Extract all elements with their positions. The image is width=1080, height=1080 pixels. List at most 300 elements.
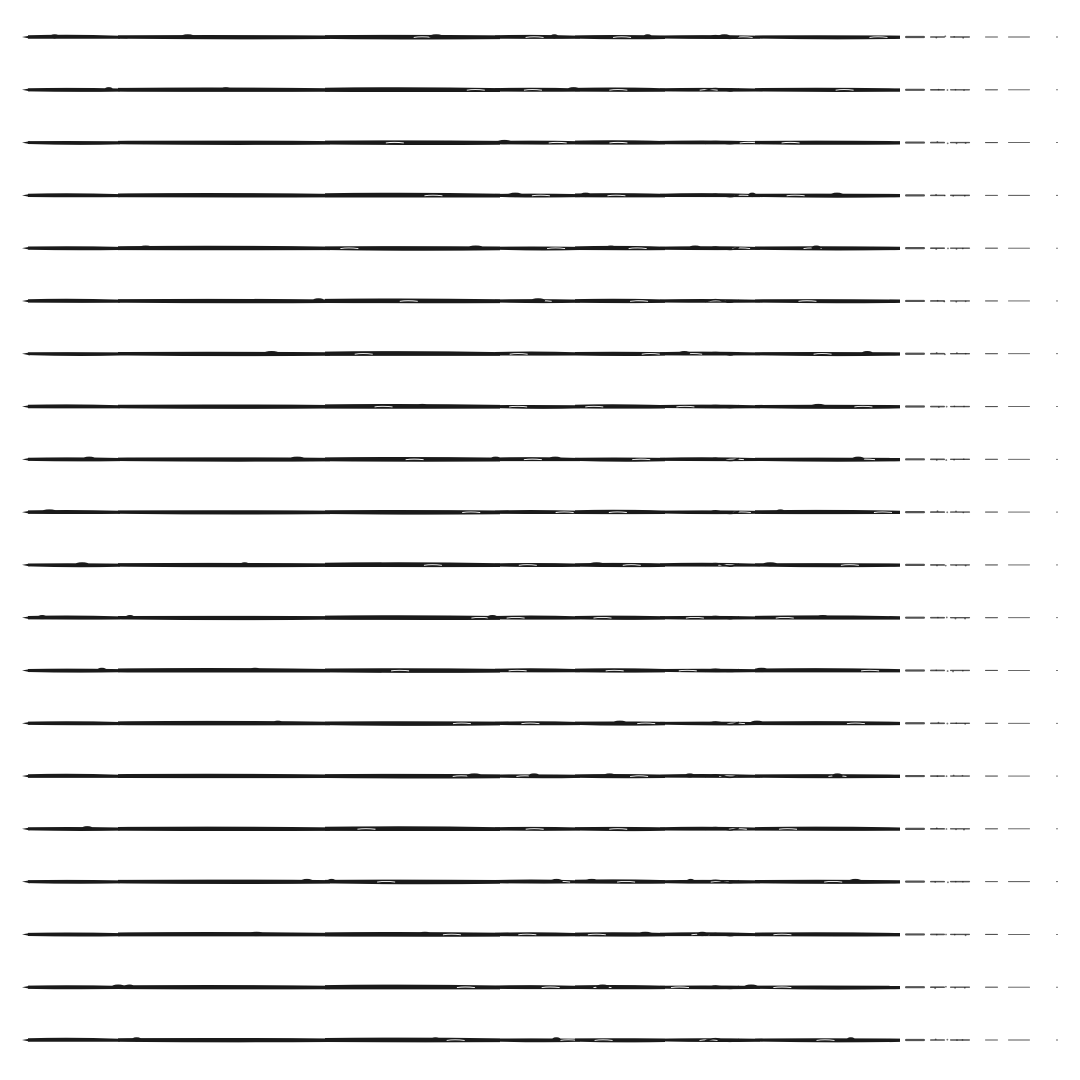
- stroke-speck: [956, 352, 958, 354]
- stroke-fragment: [905, 141, 925, 143]
- stroke-fragment: [930, 986, 945, 988]
- stroke-speck: [935, 194, 937, 196]
- stroke-segment: [28, 827, 120, 831]
- stroke-fragment: [985, 723, 998, 724]
- stroke-fragment: [1008, 512, 1030, 513]
- stroke-blob: [181, 34, 195, 38]
- stroke-fragment: [1008, 564, 1030, 565]
- stroke-fragment: [985, 195, 998, 196]
- stroke-fragment: [1056, 987, 1058, 988]
- stroke-speck: [936, 141, 938, 143]
- stroke-blob: [852, 457, 864, 461]
- stroke-segment: [325, 1038, 500, 1043]
- stroke-blob: [289, 457, 305, 461]
- stroke-blob: [126, 615, 135, 619]
- stroke-blob: [638, 932, 653, 936]
- stroke-segment: [755, 827, 900, 831]
- stroke-blob: [776, 509, 785, 513]
- stroke-fragment: [1056, 670, 1058, 671]
- stroke-fragment: [985, 300, 998, 301]
- stroke-fragment: [1008, 37, 1030, 38]
- stroke-speck: [946, 1039, 948, 1041]
- stroke-blob: [604, 773, 616, 777]
- stroke-segment: [575, 616, 665, 620]
- stroke-fragment: [985, 353, 998, 354]
- stroke-speck: [965, 142, 967, 144]
- stroke-segment: [575, 563, 665, 567]
- stroke-speck: [946, 511, 948, 513]
- stroke-speck: [946, 828, 948, 830]
- stroke-speck: [965, 934, 967, 936]
- brush-stroke-line: [22, 826, 1058, 831]
- stroke-speck: [963, 406, 965, 408]
- stroke-speck: [962, 37, 964, 39]
- stroke-segment: [495, 1038, 580, 1042]
- stroke-blob: [679, 351, 691, 355]
- stroke-speck: [944, 35, 946, 37]
- stroke-fragment: [950, 881, 970, 882]
- brush-stroke-line: [22, 773, 1058, 778]
- stroke-speck: [963, 458, 965, 460]
- brush-stroke-line: [22, 721, 1058, 726]
- stroke-fragment: [950, 142, 970, 143]
- stroke-blob: [812, 245, 822, 249]
- stroke-fragment: [985, 987, 998, 988]
- stroke-blob: [548, 457, 562, 461]
- stroke-speck: [945, 565, 947, 567]
- stroke-fragment: [1008, 406, 1030, 407]
- stroke-fragment: [950, 511, 970, 512]
- stroke-blob: [531, 298, 545, 302]
- stroke-fragment: [905, 881, 925, 883]
- stroke-fragment: [985, 89, 998, 90]
- stroke-blob: [846, 1037, 855, 1041]
- stroke-speck: [964, 195, 966, 197]
- stroke-speck: [937, 617, 939, 619]
- stroke-blob: [643, 34, 652, 38]
- stroke-blob: [580, 193, 592, 197]
- stroke-blob: [584, 879, 598, 883]
- stroke-segment: [28, 299, 120, 303]
- stroke-blob: [264, 351, 279, 355]
- stroke-fragment: [950, 300, 970, 301]
- stroke-segment: [28, 246, 120, 250]
- stroke-speck: [963, 829, 965, 831]
- stroke-fragment: [930, 406, 945, 408]
- stroke-blob: [50, 34, 60, 38]
- stroke-speck: [954, 934, 956, 936]
- stroke-segment: [118, 932, 330, 936]
- stroke-fragment: [985, 617, 998, 618]
- stroke-segment: [118, 563, 330, 567]
- stroke-fragment: [1056, 881, 1058, 882]
- stroke-speck: [935, 669, 937, 671]
- stroke-segment: [755, 405, 900, 409]
- stroke-speck: [953, 36, 955, 38]
- stroke-segment: [755, 299, 900, 303]
- stroke-speck: [956, 1039, 958, 1041]
- stroke-segment: [28, 880, 120, 884]
- brush-stroke-line: [22, 562, 1058, 567]
- stroke-segment: [118, 721, 330, 725]
- stroke-speck: [955, 564, 957, 566]
- stroke-blob: [754, 668, 768, 672]
- stroke-fragment: [905, 511, 925, 513]
- stroke-speck: [938, 89, 940, 91]
- stroke-fragment: [985, 1039, 998, 1040]
- stroke-speck: [952, 195, 954, 197]
- stroke-fragment: [950, 353, 970, 354]
- stroke-segment: [118, 827, 330, 831]
- stroke-speck: [947, 89, 949, 91]
- stroke-segment: [28, 404, 120, 408]
- stroke-fragment: [1056, 300, 1058, 301]
- stroke-segment: [755, 458, 900, 462]
- stroke-fragment: [930, 195, 945, 197]
- stroke-blob: [139, 245, 153, 249]
- brush-stroke-line: [22, 298, 1058, 303]
- stroke-fragment: [1056, 564, 1058, 565]
- stroke-speck: [936, 352, 938, 354]
- stroke-segment: [325, 932, 500, 937]
- stroke-speck: [947, 142, 949, 144]
- stroke-fragment: [985, 881, 998, 882]
- stroke-segment: [28, 1038, 120, 1042]
- brush-stroke-line: [22, 351, 1058, 356]
- stroke-fragment: [1056, 248, 1058, 249]
- stroke-segment: [755, 1038, 900, 1042]
- brush-stroke-line: [22, 668, 1058, 673]
- stroke-speck: [955, 722, 957, 724]
- stroke-blob: [497, 140, 512, 144]
- stroke-segment: [118, 404, 330, 408]
- stroke-segment: [118, 141, 330, 145]
- stroke-segment: [575, 246, 665, 250]
- stroke-segment: [118, 880, 330, 884]
- stroke-segment: [325, 880, 500, 885]
- stroke-fragment: [905, 353, 925, 355]
- stroke-segment: [575, 1038, 665, 1042]
- stroke-speck: [935, 37, 937, 39]
- stroke-fragment: [950, 89, 970, 90]
- stroke-blob: [431, 1037, 440, 1041]
- stroke-fragment: [1056, 37, 1058, 38]
- stroke-speck: [953, 405, 955, 407]
- stroke-fragment: [1008, 142, 1030, 143]
- stroke-blob: [467, 773, 482, 777]
- brush-stroke-line: [22, 404, 1058, 409]
- stroke-fragment: [905, 564, 925, 566]
- stroke-segment: [28, 563, 120, 567]
- stroke-segment: [118, 1038, 330, 1042]
- brush-stroke-line: [22, 615, 1058, 620]
- stroke-blob: [240, 562, 249, 566]
- stroke-speck: [934, 987, 936, 989]
- stroke-fragment: [985, 828, 998, 829]
- stroke-fragment: [905, 722, 925, 724]
- stroke-speck: [936, 827, 938, 829]
- stroke-speck: [945, 459, 947, 461]
- stroke-blob: [248, 932, 264, 936]
- stroke-speck: [936, 934, 938, 936]
- stroke-fragment: [1008, 89, 1030, 90]
- stroke-segment: [28, 193, 120, 197]
- stroke-segment: [325, 668, 500, 673]
- stroke-fragment: [950, 828, 970, 829]
- stroke-blob: [327, 879, 336, 883]
- stroke-fragment: [905, 933, 925, 935]
- stroke-segment: [495, 563, 580, 567]
- stroke-blob: [82, 826, 93, 830]
- stroke-fragment: [985, 142, 998, 143]
- stroke-segment: [575, 774, 665, 778]
- stroke-speck: [962, 512, 964, 514]
- stroke-segment: [325, 404, 500, 409]
- stroke-fragment: [1056, 934, 1058, 935]
- stroke-segment: [325, 351, 500, 356]
- stroke-speck: [937, 775, 939, 777]
- stroke-blob: [606, 245, 616, 249]
- stroke-speck: [937, 510, 939, 512]
- stroke-fragment: [930, 881, 945, 883]
- stroke-blob: [849, 879, 862, 883]
- stroke-speck: [965, 565, 967, 567]
- stroke-speck: [935, 1038, 937, 1040]
- stroke-blob: [416, 404, 428, 408]
- stroke-fragment: [905, 247, 925, 249]
- stroke-segment: [575, 299, 665, 303]
- stroke-fragment: [905, 300, 925, 302]
- stroke-speck: [963, 89, 965, 91]
- stroke-fragment: [905, 986, 925, 988]
- stroke-segment: [28, 510, 120, 514]
- stroke-fragment: [930, 670, 945, 672]
- stroke-segment: [28, 35, 120, 39]
- stroke-segment: [118, 299, 330, 303]
- stroke-blob: [75, 562, 89, 566]
- stroke-fragment: [930, 722, 945, 724]
- stroke-segment: [325, 140, 500, 145]
- stroke-speck: [962, 1039, 964, 1041]
- stroke-blob: [418, 932, 431, 936]
- stroke-segment: [495, 668, 580, 672]
- stroke-speck: [935, 248, 937, 250]
- brush-stroke-line: [22, 932, 1058, 937]
- stroke-speck: [946, 723, 948, 725]
- stroke-blob: [862, 351, 873, 355]
- stroke-fragment: [950, 617, 970, 618]
- stroke-fragment: [985, 776, 998, 777]
- stroke-fragment: [930, 247, 945, 249]
- stroke-fragment: [950, 1039, 970, 1040]
- stroke-blob: [689, 245, 702, 249]
- stroke-fragment: [905, 775, 925, 777]
- stroke-fragment: [1056, 617, 1058, 618]
- stroke-fragment: [1056, 723, 1058, 724]
- stroke-speck: [947, 881, 949, 883]
- stroke-speck: [962, 670, 964, 672]
- stroke-speck: [956, 142, 958, 144]
- stroke-fragment: [905, 36, 925, 38]
- stroke-blob: [550, 34, 558, 38]
- stroke-fragment: [930, 89, 945, 91]
- stroke-segment: [28, 721, 120, 725]
- stroke-segment: [325, 826, 500, 831]
- stroke-fragment: [1008, 934, 1030, 935]
- stroke-segment: [495, 405, 580, 409]
- stroke-fragment: [1008, 459, 1030, 460]
- stroke-segment: [28, 141, 120, 145]
- stroke-speck: [946, 775, 948, 777]
- stroke-fragment: [1008, 828, 1030, 829]
- stroke-speck: [947, 248, 949, 250]
- stroke-fragment: [950, 36, 970, 37]
- stroke-fragment: [1056, 89, 1058, 90]
- stroke-segment: [325, 193, 500, 198]
- stroke-fragment: [905, 828, 925, 830]
- stroke-speck: [936, 565, 938, 567]
- stroke-speck: [936, 459, 938, 461]
- stroke-fragment: [950, 406, 970, 407]
- stroke-segment: [755, 141, 900, 145]
- stroke-blob: [131, 1037, 141, 1041]
- stroke-fragment: [930, 36, 945, 38]
- stroke-fragment: [985, 512, 998, 513]
- stroke-blob: [685, 773, 695, 777]
- stroke-segment: [118, 193, 330, 197]
- stroke-blob: [687, 879, 695, 883]
- stroke-fragment: [950, 247, 970, 248]
- stroke-fragment: [1056, 353, 1058, 354]
- stroke-speck: [955, 881, 957, 883]
- stroke-segment: [755, 668, 900, 672]
- stroke-segment: [118, 616, 330, 620]
- stroke-fragment: [905, 405, 925, 407]
- stroke-segment: [575, 458, 665, 462]
- stroke-speck: [955, 510, 957, 512]
- stroke-blob: [552, 1037, 561, 1041]
- stroke-segment: [118, 668, 330, 672]
- stroke-segment: [118, 774, 330, 778]
- stroke-fragment: [950, 459, 970, 460]
- stroke-speck: [944, 353, 946, 355]
- stroke-blob: [468, 245, 484, 249]
- stroke-fragment: [985, 934, 998, 935]
- stroke-blob: [550, 879, 562, 883]
- stroke-segment: [325, 985, 500, 990]
- stroke-blob: [429, 34, 444, 38]
- stroke-blob: [273, 721, 283, 725]
- stroke-speck: [953, 459, 955, 461]
- stroke-speck: [962, 248, 964, 250]
- stroke-fragment: [1008, 881, 1030, 882]
- stroke-segment: [28, 774, 120, 778]
- stroke-speck: [955, 618, 957, 620]
- stroke-fragment: [985, 670, 998, 671]
- stroke-speck: [954, 987, 956, 989]
- stroke-blob: [313, 298, 325, 302]
- stroke-fragment: [1008, 353, 1030, 354]
- stroke-fragment: [985, 459, 998, 460]
- stroke-speck: [962, 775, 964, 777]
- stroke-blob: [816, 615, 830, 619]
- stroke-blob: [38, 615, 47, 619]
- stroke-fragment: [1056, 828, 1058, 829]
- stroke-speck: [943, 301, 945, 303]
- stroke-fragment: [905, 617, 925, 619]
- stroke-speck: [964, 987, 966, 989]
- stroke-speck: [937, 300, 939, 302]
- stroke-segment: [755, 721, 900, 725]
- stroke-segment: [118, 352, 330, 356]
- stroke-segment: [495, 247, 580, 251]
- brush-stroke-line: [22, 985, 1058, 990]
- stroke-fragment: [905, 669, 925, 671]
- stroke-blob: [220, 87, 231, 91]
- stroke-segment: [325, 35, 500, 40]
- stroke-fragment: [905, 89, 925, 91]
- stroke-fragment: [1008, 248, 1030, 249]
- brush-stroke-line: [22, 879, 1058, 884]
- stroke-fragment: [985, 406, 998, 407]
- stroke-speck: [964, 723, 966, 725]
- stroke-blob: [124, 985, 134, 989]
- stroke-speck: [965, 300, 967, 302]
- stroke-speck: [945, 986, 947, 988]
- stroke-speck: [964, 618, 966, 620]
- stroke-segment: [118, 985, 330, 989]
- stroke-fragment: [1056, 406, 1058, 407]
- stroke-fragment: [1008, 195, 1030, 196]
- stroke-fragment: [950, 934, 970, 935]
- brush-stroke-line: [22, 34, 1058, 39]
- stroke-speck: [952, 671, 954, 673]
- stroke-speck: [956, 248, 958, 250]
- stroke-fragment: [905, 458, 925, 460]
- stroke-fragment: [1008, 670, 1030, 671]
- stroke-segment: [755, 35, 900, 39]
- stroke-fragment: [950, 723, 970, 724]
- stroke-fragment: [1056, 1040, 1058, 1041]
- stroke-fragment: [930, 1039, 945, 1041]
- brush-stroke-line: [22, 140, 1058, 145]
- stroke-speck: [965, 353, 967, 355]
- stroke-blob: [97, 668, 106, 672]
- stroke-blob: [589, 562, 604, 566]
- stroke-segment: [755, 774, 900, 778]
- stroke-blob: [42, 509, 57, 513]
- stroke-segment: [495, 932, 580, 936]
- stroke-segment: [575, 985, 665, 989]
- stroke-fragment: [905, 194, 925, 196]
- stroke-blob: [596, 985, 609, 989]
- stroke-blob: [762, 562, 777, 566]
- stroke-fragment: [1008, 776, 1030, 777]
- brush-stroke-line: [22, 509, 1058, 514]
- stroke-fragment: [1056, 459, 1058, 460]
- stroke-segment: [755, 194, 900, 198]
- stroke-fragment: [1008, 987, 1030, 988]
- stroke-speck: [953, 775, 955, 777]
- stroke-blob: [529, 773, 540, 777]
- stroke-segment: [495, 352, 580, 356]
- stroke-segment: [28, 457, 120, 461]
- brush-stroke-line: [22, 245, 1058, 250]
- stroke-fragment: [905, 1039, 925, 1041]
- stroke-fragment: [1008, 723, 1030, 724]
- stroke-fragment: [985, 248, 998, 249]
- stroke-fragment: [1056, 195, 1058, 196]
